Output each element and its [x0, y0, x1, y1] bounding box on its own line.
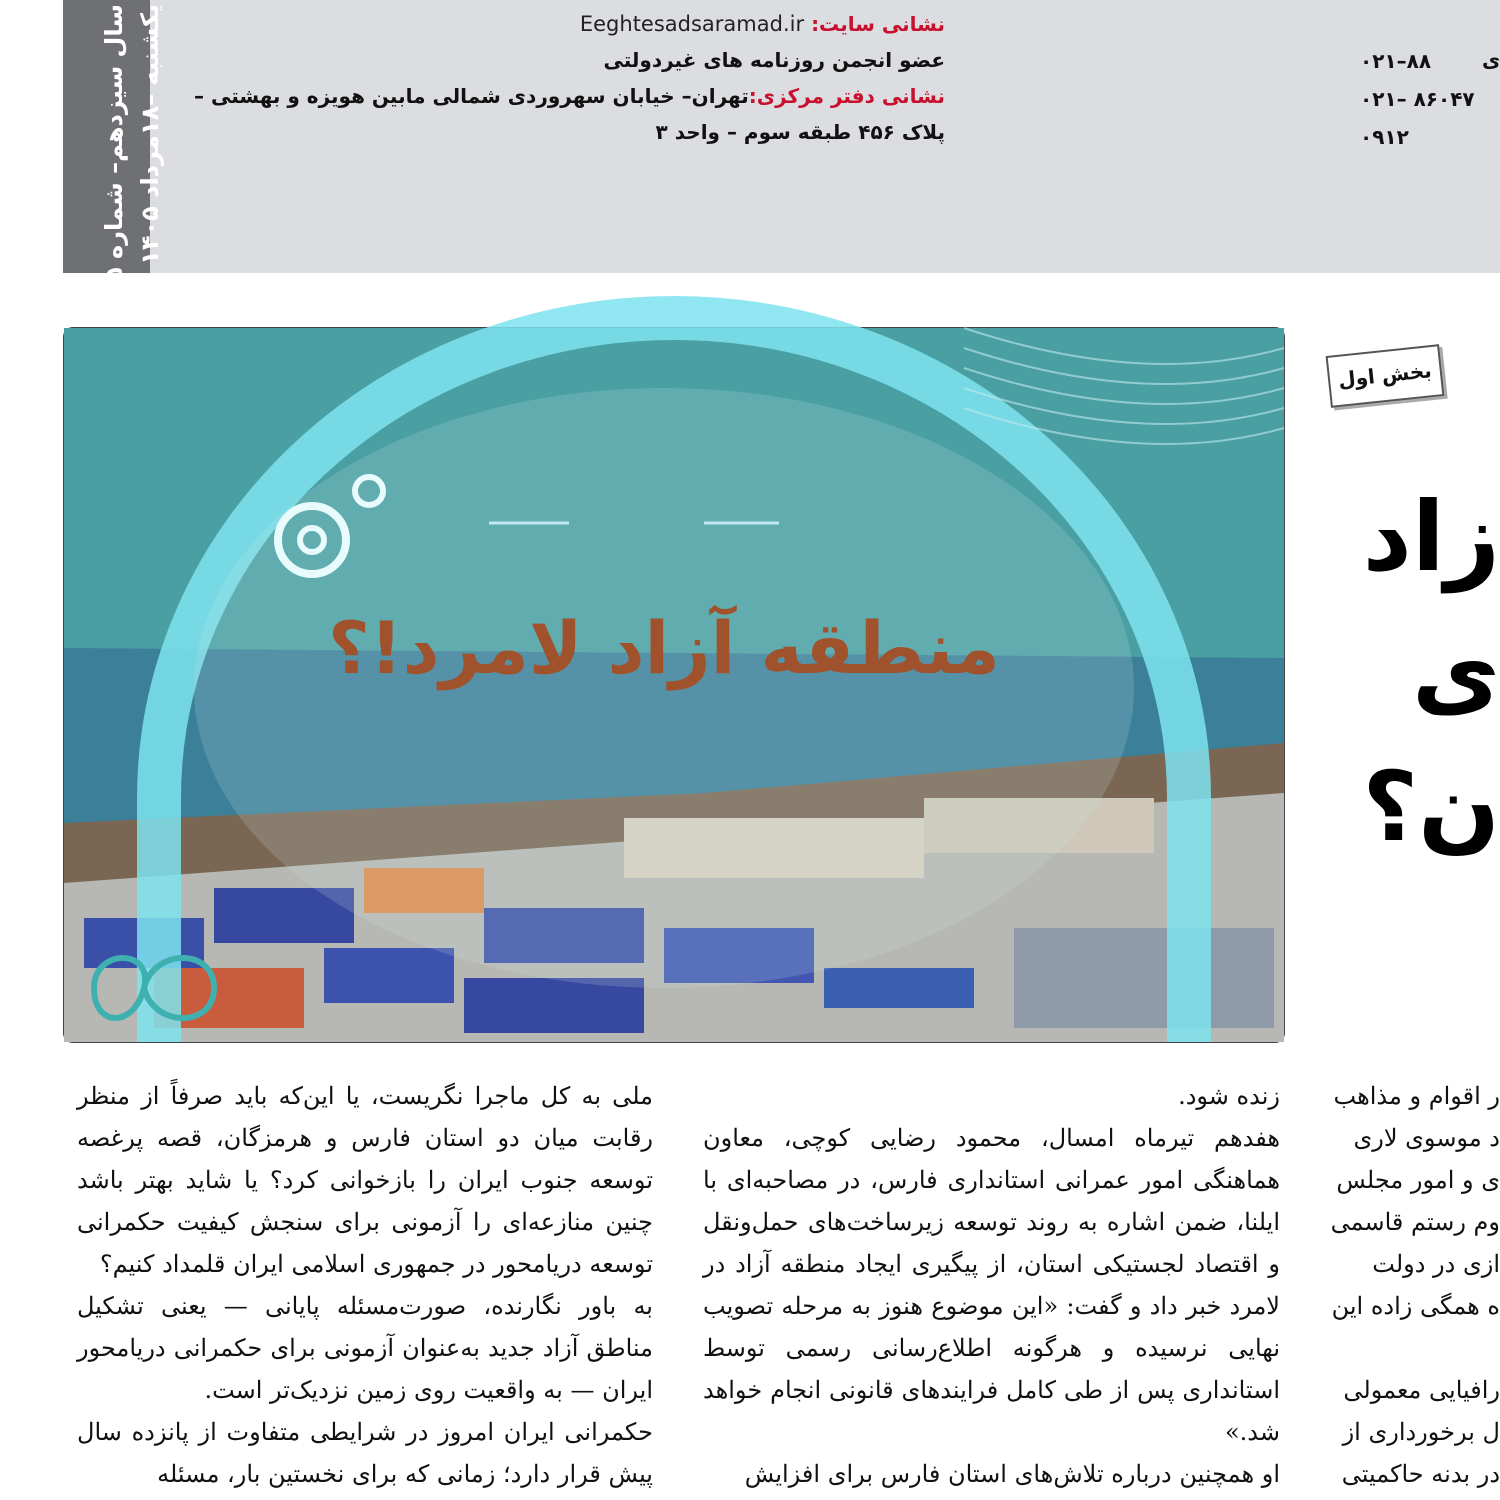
- address-row: [194, 78, 945, 114]
- headline-fragment: ی: [1412, 616, 1500, 728]
- column-line: ل برخورداری از: [1342, 1418, 1500, 1446]
- phone-list: [1360, 42, 1500, 156]
- paragraph: حکمرانی ایران امروز در شرایطی متفاوت از پانزده سال پیش قرار دارد؛ زمانی که برای نخستین بار، مسئله: [77, 1418, 653, 1488]
- column-line: د موسوی لاری: [1353, 1124, 1500, 1152]
- roof: [324, 948, 454, 1003]
- address-label: نشانی دفتر مرکزی:: [748, 84, 945, 108]
- column-line: ازی در دولت: [1372, 1250, 1500, 1278]
- masthead-right-fragment: ی: [1482, 48, 1500, 72]
- issue-date: یکشنبه –۱۸مرداد ۱۴۰۵: [136, 4, 164, 265]
- parking-lot: [1014, 928, 1274, 1028]
- column-line: [1330, 1327, 1500, 1369]
- section-tag: بخش اول: [1326, 344, 1445, 408]
- hero-illustration: [64, 328, 1284, 1042]
- headline-fragment: ن؟: [1362, 751, 1500, 863]
- main-headline: [1362, 470, 1500, 875]
- phone-number: ۰۲۱–۸۸: [1360, 49, 1432, 73]
- paragraph: زنده شود.: [1178, 1082, 1280, 1110]
- paragraph: او همچنین درباره تلاش‌های استان فارس برای افزایش: [744, 1460, 1280, 1488]
- paragraph: به باور نگارنده، صورت‌مسئله پایانی — یعنی تشکیل مناطق آزاد جدید به‌عنوان آزمونی برای حکمرانی دریامحور ایران — به واقعیت روی زمین نزدیک‌تر است.: [77, 1292, 653, 1404]
- membership-text: عضو انجمن روزنامه های غیردولتی: [603, 48, 945, 72]
- roof: [824, 968, 974, 1008]
- hero-headline: منطقه آزاد لامرد!؟: [327, 606, 1001, 690]
- hero-image: [63, 327, 1285, 1043]
- address-line-2: پلاک ۴۵۶ طبقه سوم – واحد ۳: [655, 120, 945, 144]
- column-line: ه همگی زاده این: [1331, 1292, 1500, 1320]
- column-line: ر اقوام و مذاهب: [1333, 1082, 1500, 1110]
- paragraph: ملی به کل ماجرا نگریست، یا این‌که باید صرفاً از منظر رقابت میان دو استان فارس و هرمزگان، قصه پرغصه توسعه جنوب ایران را بازخوانی کرد؟ یا شاید بهتر باشد چنین منازعه‌ای را آزمونی برای سنجش کیفیت حکمرانی توسعه دریامحور در جمهوری اسلامی ایران قلمداد کنیم؟: [77, 1082, 653, 1278]
- masthead: [0, 0, 1500, 326]
- paragraph: هفدهم تیرماه امسال، محمود رضایی کوچی، معاون هماهنگی امور عمرانی استانداری فارس، در مصاحبه‌ای با ایلنا، ضمن اشاره به روند توسعه زیرساخت‌های حمل‌ونقل و اقتصاد لجستیکی استان، از پیگیری ایجاد منطقه آزاد در لامرد خبر داد و گفت: «این موضوع هنوز به مرحله تصویب نهایی نرسیده و هرگونه اطلاع‌رسانی رسمی توسط استانداری پس از طی کامل فرایندهای قانونی انجام خواهد شد.»: [703, 1124, 1280, 1446]
- article-column-left: [77, 1075, 653, 1495]
- contact-block: [194, 6, 945, 150]
- phone-number: ۰۲۱– ۸۶۰۴۷: [1360, 87, 1475, 111]
- phone-number: ۰۹۱۲: [1360, 125, 1409, 149]
- issue-number: سال سیزدهم– شماره ۲۵۵۵: [100, 4, 128, 326]
- article-column-middle: [703, 1075, 1280, 1495]
- site-url[interactable]: Eeghtesadsaramad.ir: [579, 12, 805, 36]
- date-bar: [63, 0, 164, 326]
- headline-fragment: زاد: [1362, 481, 1500, 593]
- site-label: نشانی سایت:: [811, 12, 945, 36]
- address-line-1: تهران– خیابان سهروردی شمالی مابین هویزه و بهشتی –: [194, 84, 749, 108]
- article-column-right: [1330, 1075, 1500, 1495]
- column-line: ی و امور مجلس: [1336, 1166, 1500, 1194]
- column-line: در بدنه حاکمیتی: [1341, 1460, 1500, 1488]
- column-line: وم رستم قاسمی: [1330, 1208, 1500, 1236]
- site-row: [205, 6, 945, 42]
- column-line: رافیایی معمولی: [1343, 1376, 1500, 1404]
